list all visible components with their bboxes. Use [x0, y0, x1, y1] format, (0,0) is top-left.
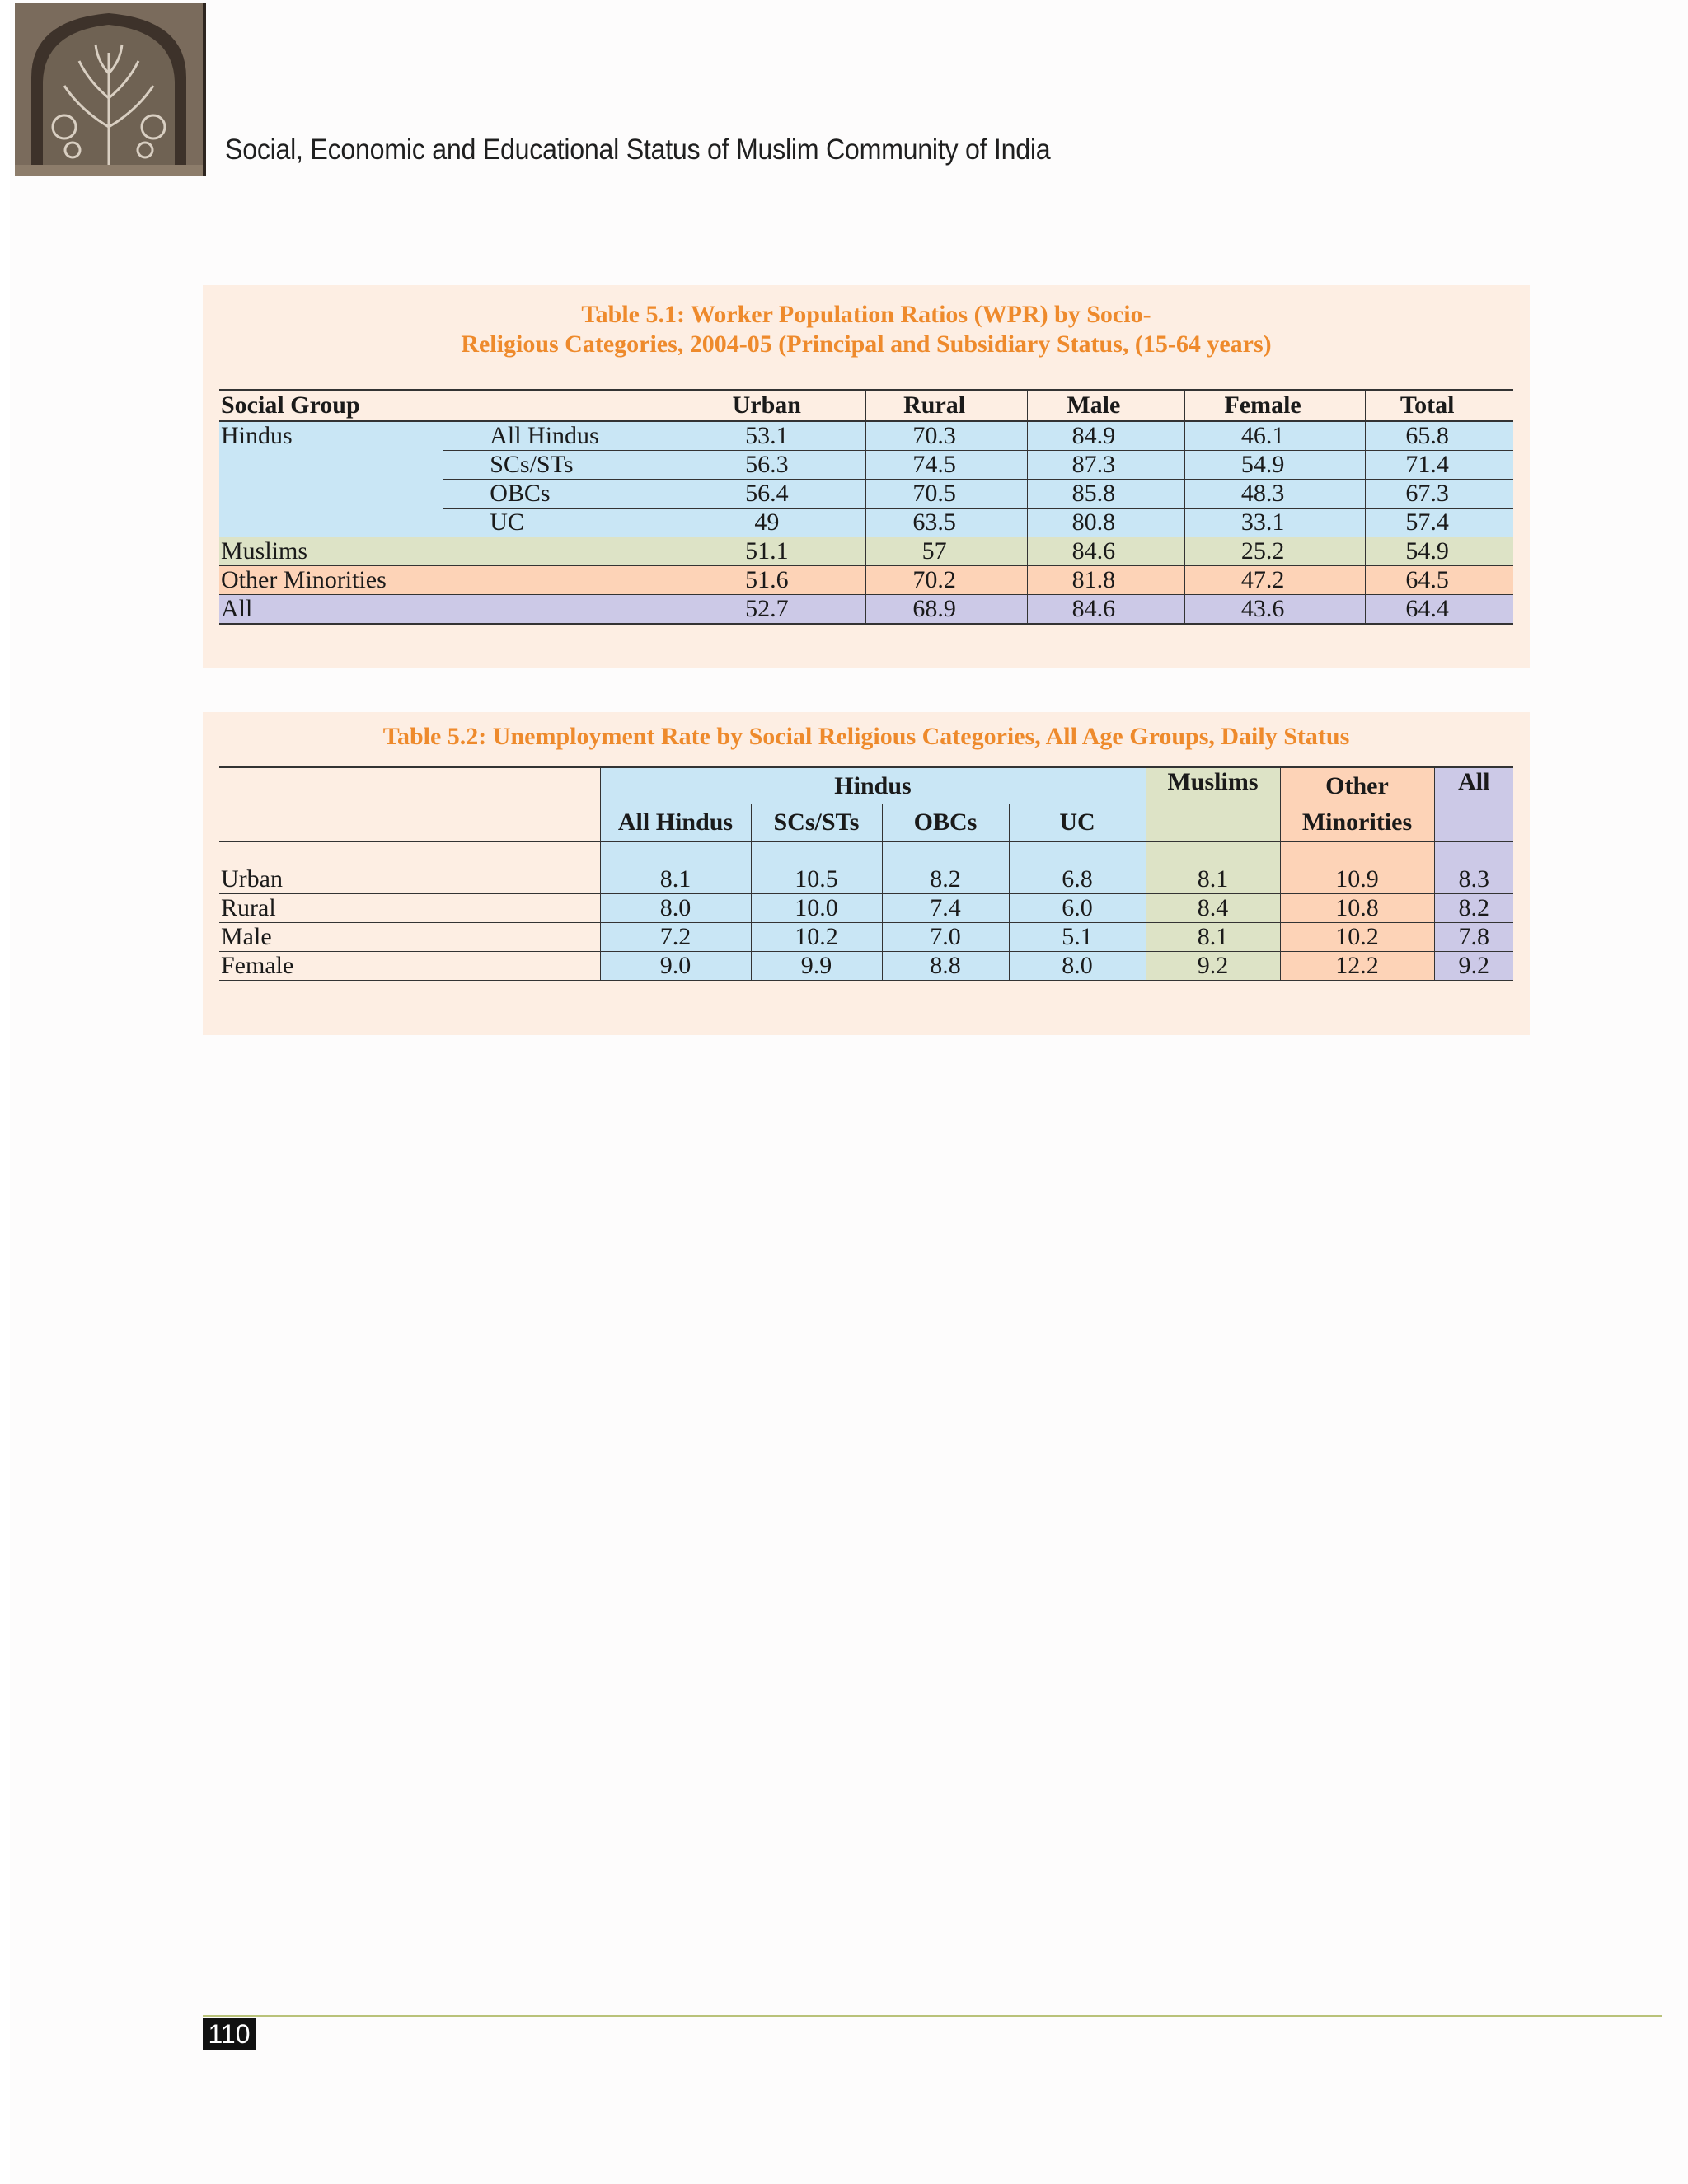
table-cell: 8.2	[882, 865, 1009, 894]
row-sub-label: OBCs	[443, 480, 692, 509]
table-cell: 8.1	[1146, 865, 1280, 894]
table-cell: 65.8	[1366, 421, 1513, 451]
table-cell: 80.8	[1027, 509, 1184, 537]
table-row	[219, 952, 1513, 981]
table-cell: 8.4	[1146, 894, 1280, 923]
column-header-urban: Urban	[692, 390, 866, 421]
table-cell: 64.5	[1366, 566, 1513, 595]
table-cell: 7.2	[600, 923, 751, 952]
table-row	[219, 566, 1513, 595]
page-number: 110	[203, 2018, 256, 2050]
spacer-cell	[1280, 841, 1434, 865]
table-cell: 43.6	[1184, 595, 1365, 625]
group-header-muslims: Muslims	[1146, 767, 1280, 841]
table-cell: 46.1	[1184, 421, 1365, 451]
table-cell: 84.6	[1027, 595, 1184, 625]
table-cell: 70.2	[866, 566, 1027, 595]
table-cell: 8.0	[1009, 952, 1146, 981]
row-sub-label	[443, 566, 692, 595]
table-5-1-caption	[203, 300, 1530, 359]
table-cell: 5.1	[1009, 923, 1146, 952]
table-cell: 54.9	[1184, 451, 1365, 480]
table-cell: 7.0	[882, 923, 1009, 952]
table-cell: 9.2	[1434, 952, 1513, 981]
table-cell: 10.8	[1280, 894, 1434, 923]
table-cell: 12.2	[1280, 952, 1434, 981]
row-group-label: Other Minorities	[219, 566, 443, 595]
spacer-cell	[1434, 841, 1513, 865]
table-cell: 25.2	[1184, 537, 1365, 566]
row-label: Female	[219, 952, 600, 981]
spacer-cell	[882, 841, 1009, 865]
table-cell: 48.3	[1184, 480, 1365, 509]
row-sub-label: UC	[443, 509, 692, 537]
table-cell: 54.9	[1366, 537, 1513, 566]
running-header: Social, Economic and Educational Status of Muslim Community of India	[225, 134, 1051, 166]
sub-header-all-hindus: All Hindus	[600, 804, 751, 841]
row-label: Urban	[219, 865, 600, 894]
table-cell: 64.4	[1366, 595, 1513, 625]
table-cell: 57.4	[1366, 509, 1513, 537]
row-sub-label	[443, 537, 692, 566]
table-cell: 57	[866, 537, 1027, 566]
table-cell: 47.2	[1184, 566, 1365, 595]
column-header-social-group: Social Group	[219, 390, 692, 421]
row-group-label: All	[219, 595, 443, 625]
row-group-label: Muslims	[219, 537, 443, 566]
table-5-2-panel	[203, 712, 1530, 1035]
table-cell: 10.9	[1280, 865, 1434, 894]
group-header-all: All	[1434, 767, 1513, 841]
table-cell: 56.4	[692, 480, 866, 509]
table-header-row	[219, 390, 1513, 421]
row-label: Rural	[219, 894, 600, 923]
spacer-cell	[600, 841, 751, 865]
table-cell: 9.2	[1146, 952, 1280, 981]
table-cell: 51.6	[692, 566, 866, 595]
table-cell: 81.8	[1027, 566, 1184, 595]
sub-header-uc: UC	[1009, 804, 1146, 841]
row-sub-label	[443, 595, 692, 625]
table-cell: 7.4	[882, 894, 1009, 923]
table-cell: 8.8	[882, 952, 1009, 981]
table-row	[219, 595, 1513, 625]
row-group-label: Hindus	[219, 421, 443, 537]
table-cell: 9.9	[751, 952, 882, 981]
table-5-2-caption: Table 5.2: Unemployment Rate by Social Religious Categories, All Age Groups, Daily Status	[382, 723, 1350, 750]
table-5-1-caption-line2: Religious Categories, 2004-05 (Principal and Subsidiary Status, (15-64 years)	[461, 330, 1272, 358]
row-sub-label: All Hindus	[443, 421, 692, 451]
table-cell: 87.3	[1027, 451, 1184, 480]
table-cell: 8.2	[1434, 894, 1513, 923]
table-cell: 9.0	[600, 952, 751, 981]
table-cell: 71.4	[1366, 451, 1513, 480]
sub-header-scs-sts: SCs/STs	[751, 804, 882, 841]
table-cell: 67.3	[1366, 480, 1513, 509]
table-cell: 63.5	[866, 509, 1027, 537]
table-cell: 10.2	[751, 923, 882, 952]
table-cell: 7.8	[1434, 923, 1513, 952]
table-cell: 33.1	[1184, 509, 1365, 537]
table-cell: 74.5	[866, 451, 1027, 480]
group-header-other-line2: Minorities	[1301, 808, 1413, 836]
column-header-rural: Rural	[866, 390, 1027, 421]
group-header-other-line1: Other	[1325, 772, 1389, 799]
column-header-total: Total	[1366, 390, 1513, 421]
footer-rule	[203, 2015, 1662, 2017]
table-5-2	[219, 766, 1513, 981]
table-cell: 70.3	[866, 421, 1027, 451]
table-cell: 68.9	[866, 595, 1027, 625]
table-cell: 8.1	[1146, 923, 1280, 952]
table-cell: 85.8	[1027, 480, 1184, 509]
group-header-hindus: Hindus	[600, 767, 1146, 804]
column-header-female: Female	[1184, 390, 1365, 421]
table-5-1-caption-line1: Table 5.1: Worker Population Ratios (WPR) by Socio-	[581, 301, 1151, 328]
table-cell: 51.1	[692, 537, 866, 566]
table-cell: 70.5	[866, 480, 1027, 509]
column-header-male: Male	[1027, 390, 1184, 421]
group-header-other-minorities	[1280, 767, 1434, 841]
header-jali-image	[15, 3, 206, 176]
table-5-1	[219, 389, 1513, 625]
spacer-row	[219, 841, 1513, 865]
row-sub-label: SCs/STs	[443, 451, 692, 480]
table-cell: 8.3	[1434, 865, 1513, 894]
table-row	[219, 421, 1513, 451]
table-cell: 84.9	[1027, 421, 1184, 451]
table-5-1-panel	[203, 285, 1530, 668]
spacer-cell	[1146, 841, 1280, 865]
table-row	[219, 865, 1513, 894]
spacer-cell	[1009, 841, 1146, 865]
table-cell: 52.7	[692, 595, 866, 625]
sub-header-obcs: OBCs	[882, 804, 1009, 841]
table-cell: 84.6	[1027, 537, 1184, 566]
page-margin	[0, 0, 10, 2184]
spacer-cell	[219, 841, 600, 865]
table-cell: 8.0	[600, 894, 751, 923]
table-cell: 10.2	[1280, 923, 1434, 952]
table-cell: 10.5	[751, 865, 882, 894]
table-cell: 10.0	[751, 894, 882, 923]
table-row	[219, 894, 1513, 923]
table-row	[219, 537, 1513, 566]
table-cell: 49	[692, 509, 866, 537]
spacer-cell	[751, 841, 882, 865]
row-label: Male	[219, 923, 600, 952]
table-group-header-row	[219, 767, 1513, 804]
corner-cell	[219, 767, 600, 841]
table-row	[219, 923, 1513, 952]
table-cell: 6.0	[1009, 894, 1146, 923]
table-cell: 6.8	[1009, 865, 1146, 894]
table-cell: 56.3	[692, 451, 866, 480]
table-cell: 53.1	[692, 421, 866, 451]
table-cell: 8.1	[600, 865, 751, 894]
